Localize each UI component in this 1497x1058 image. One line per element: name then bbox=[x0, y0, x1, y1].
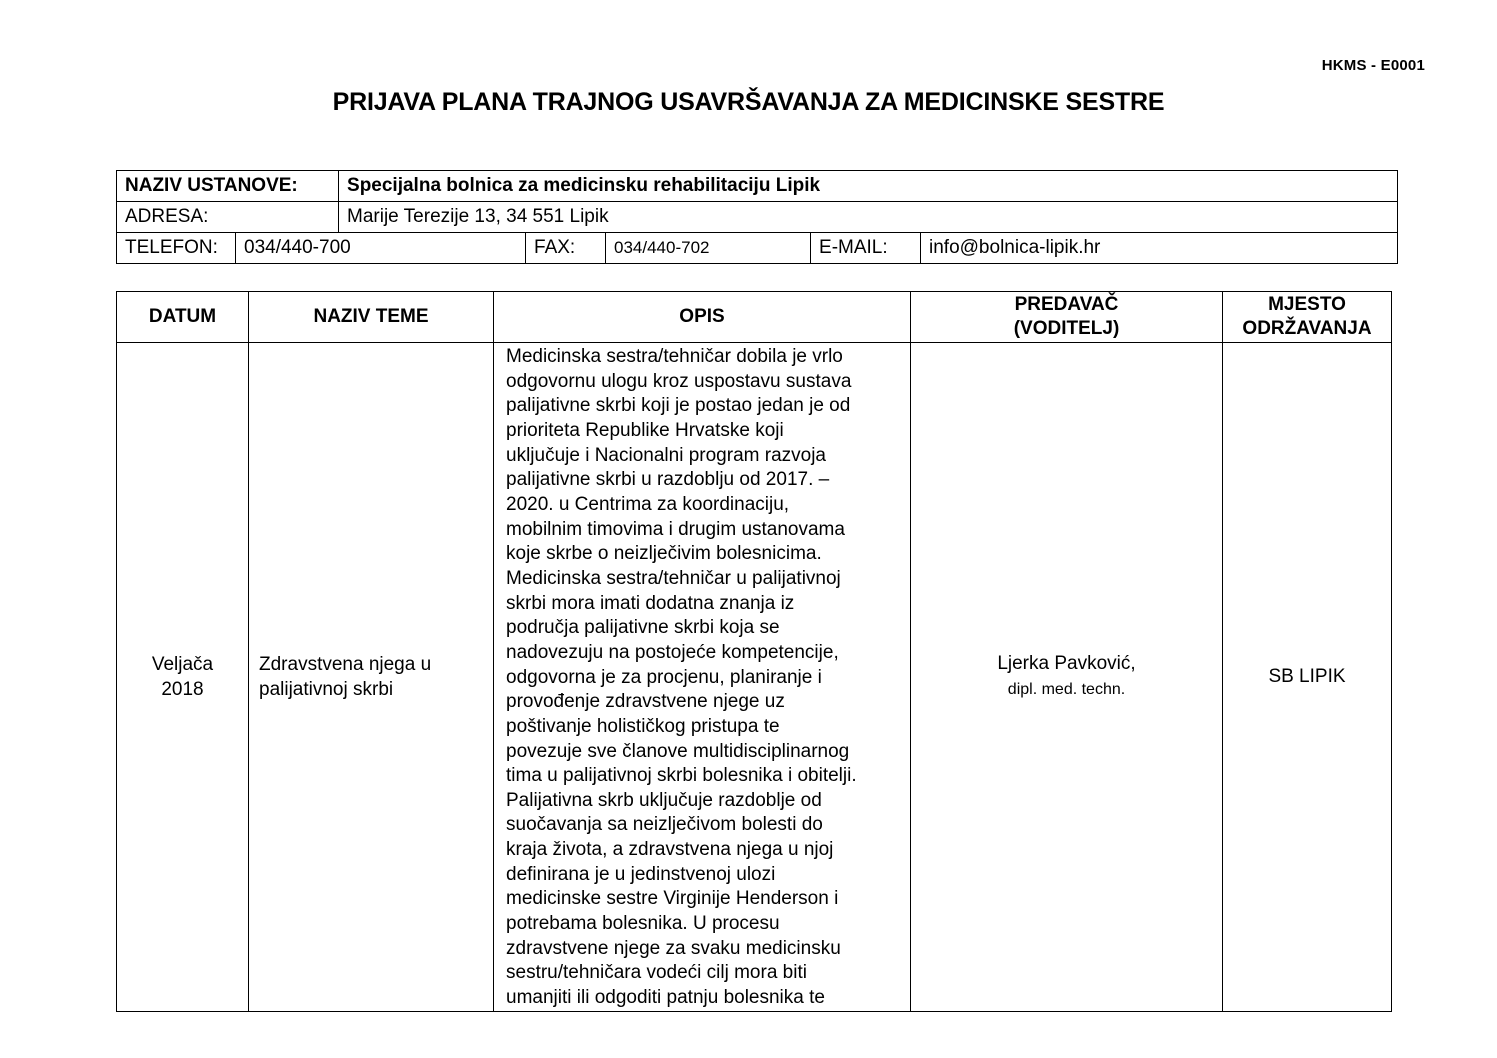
description-line: medicinske sestre Virginije Henderson i bbox=[506, 888, 839, 910]
institution-name-label: NAZIV USTANOVE: bbox=[117, 171, 339, 202]
description-line: kraja života, a zdravstvena njega u njoj bbox=[506, 839, 834, 861]
description-line: Medicinska sestra/tehničar dobila je vrlo bbox=[506, 346, 843, 367]
lecturer-name: Ljerka Pavković, bbox=[997, 653, 1136, 675]
header-lecturer-line2: (VODITELJ) bbox=[1013, 318, 1120, 339]
description-line: tima u palijativnoj skrbi bolesnika i obitelji. bbox=[506, 765, 857, 787]
description-line: umanjiti ili odgoditi patnju bolesnika te bbox=[506, 987, 825, 1009]
row-date-month: Veljača bbox=[151, 653, 214, 675]
header-description: OPIS bbox=[494, 292, 911, 343]
description-line: skrbi mora imati dodatna znanja iz bbox=[506, 592, 795, 614]
email-label: E-MAIL: bbox=[811, 233, 921, 264]
description-line: prioriteta Republike Hrvatske koji bbox=[506, 419, 784, 441]
description-line: definirana je u jedinstvenoj ulozi bbox=[506, 863, 776, 885]
address-label: ADRESA: bbox=[117, 202, 339, 233]
phone-value: 034/440-700 bbox=[236, 233, 526, 264]
description-line: poštivanje holističkog pristupa te bbox=[506, 715, 780, 737]
header-topic: NAZIV TEME bbox=[249, 292, 494, 343]
header-lecturer bbox=[911, 292, 1223, 343]
header-lecturer-line1: PREDAVAČ bbox=[1014, 294, 1119, 315]
education-plan-table bbox=[116, 291, 1392, 1012]
header-place-line2: ODRŽAVANJA bbox=[1242, 318, 1372, 339]
table-row bbox=[117, 343, 1392, 1012]
institution-contact-row bbox=[117, 233, 1398, 264]
document-title: PRIJAVA PLANA TRAJNOG USAVRŠAVANJA ZA MEDICINSKE SESTRE bbox=[332, 88, 1165, 116]
lecturer-title: dipl. med. techn. bbox=[1007, 681, 1126, 699]
plan-header-row bbox=[117, 292, 1392, 343]
phone-label: TELEFON: bbox=[117, 233, 236, 264]
fax-value: 034/440-702 bbox=[606, 233, 811, 264]
description-line: odgovorna je za procjenu, planiranje i bbox=[506, 666, 822, 688]
institution-address-row bbox=[117, 202, 1398, 233]
description-line: odgovornu ulogu kroz uspostavu sustava bbox=[506, 370, 852, 392]
description-line: palijativne skrbi u razdoblju od 2017. – bbox=[506, 469, 830, 491]
description-line: mobilnim timovima i drugim ustanovama bbox=[506, 518, 845, 540]
description-line: suočavanja sa neizlječivom bolesti do bbox=[506, 814, 823, 836]
institution-info-table bbox=[116, 170, 1398, 264]
row-date bbox=[117, 343, 249, 1012]
address-value: Marije Terezije 13, 34 551 Lipik bbox=[339, 202, 1398, 233]
description-line: Palijativna skrb uključuje razdoblje od bbox=[506, 789, 822, 811]
row-lecturer bbox=[911, 343, 1223, 1012]
document-code: HKMS - E0001 bbox=[1321, 57, 1425, 74]
description-line: uključuje i Nacionalni program razvoja bbox=[506, 444, 826, 466]
row-place: SB LIPIK bbox=[1223, 343, 1392, 1012]
institution-name-row bbox=[117, 171, 1398, 202]
description-line: područja palijativne skrbi koja se bbox=[506, 617, 780, 639]
description-line: zdravstvene njege za svaku medicinsku bbox=[506, 937, 841, 959]
row-topic-line1: Zdravstvena njega u bbox=[259, 653, 432, 675]
header-place-line1: MJESTO bbox=[1268, 294, 1346, 315]
description-line: sestru/tehničara vodeći cilj mora biti bbox=[506, 962, 807, 984]
description-line: provođenje zdravstvene njege uz bbox=[506, 691, 785, 713]
header-place bbox=[1223, 292, 1392, 343]
description-line: Medicinska sestra/tehničar u palijativnoj bbox=[506, 567, 841, 589]
institution-name-value: Specijalna bolnica za medicinsku rehabilitaciju Lipik bbox=[339, 171, 1398, 202]
description-line: palijativne skrbi koji je postao jedan je od bbox=[506, 395, 851, 417]
row-topic-line2: palijativnoj skrbi bbox=[259, 678, 394, 700]
row-description bbox=[494, 343, 911, 1012]
description-line: koje skrbe o neizlječivim bolesnicima. bbox=[506, 543, 822, 565]
description-line: nadovezuju na postojeće kompetencije, bbox=[506, 641, 839, 663]
row-date-year: 2018 bbox=[161, 678, 204, 700]
fax-label: FAX: bbox=[526, 233, 606, 264]
description-line: 2020. u Centrima za koordinaciju, bbox=[506, 493, 790, 515]
email-value: info@bolnica-lipik.hr bbox=[921, 233, 1398, 264]
row-topic bbox=[249, 343, 494, 1012]
description-line: potrebama bolesnika. U procesu bbox=[506, 913, 780, 935]
header-date: DATUM bbox=[117, 292, 249, 343]
description-line: povezuje sve članove multidisciplinarnog bbox=[506, 740, 850, 762]
